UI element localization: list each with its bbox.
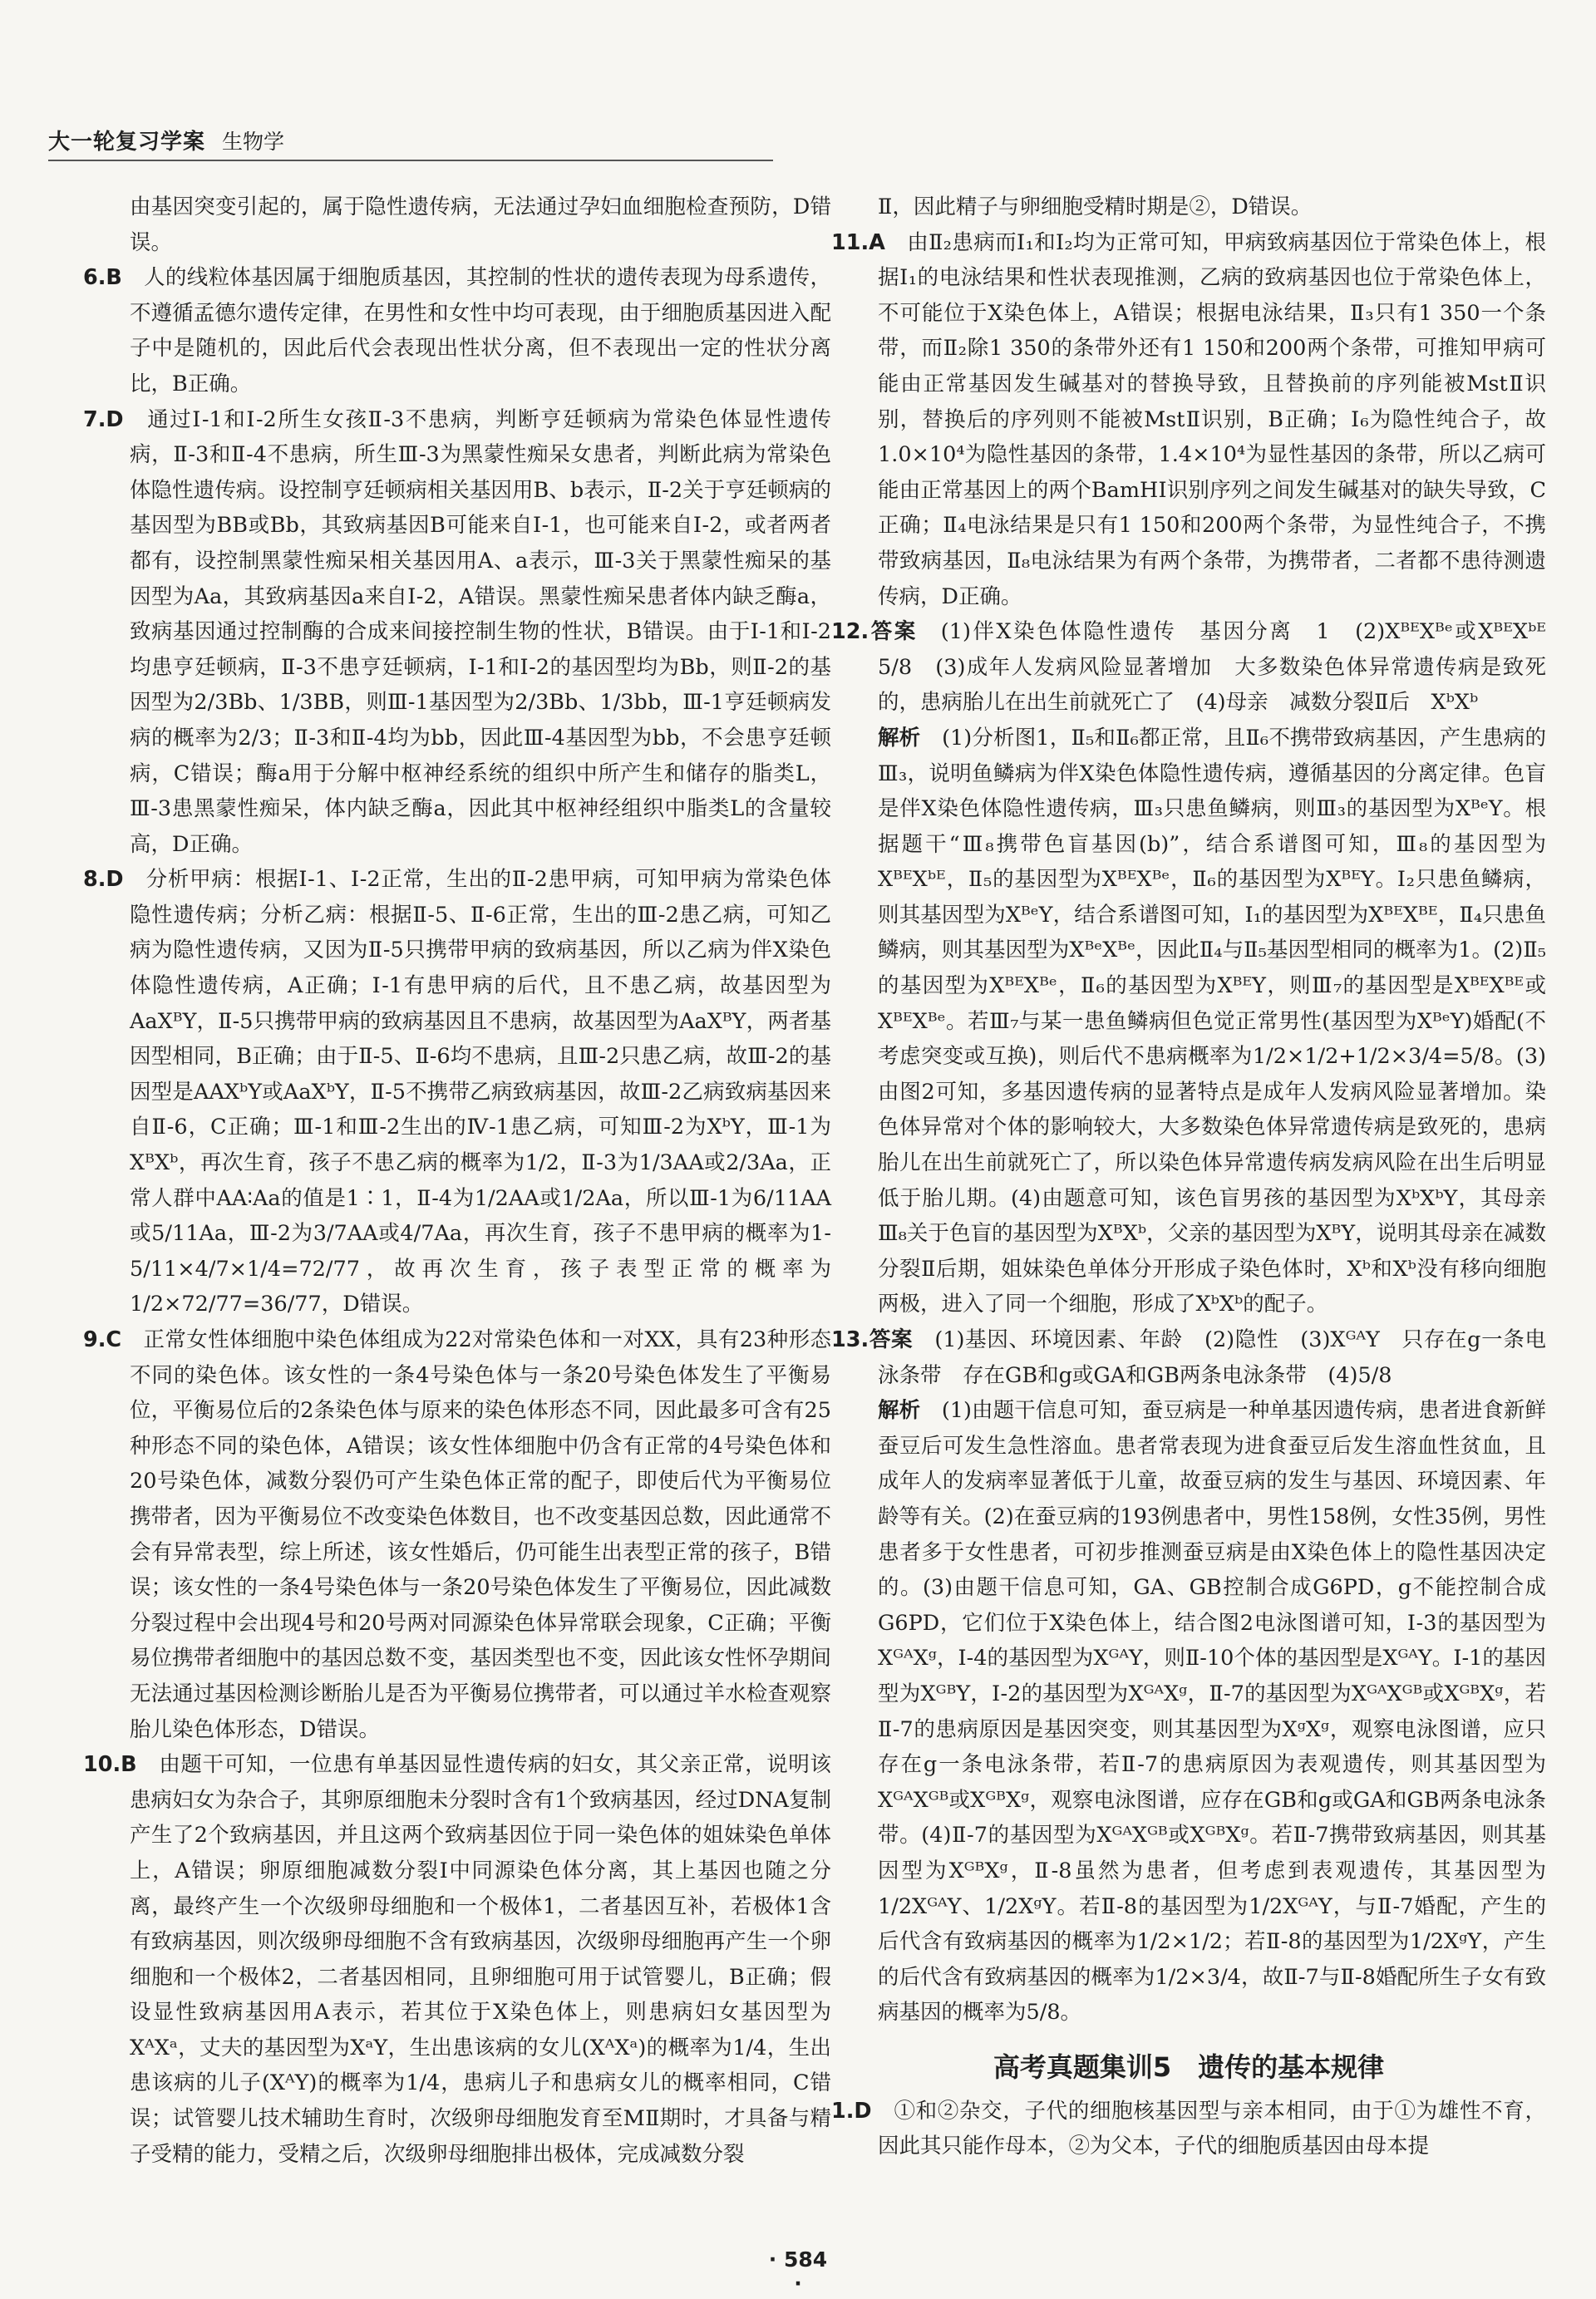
answer-text: (1)基因、环境因素、年龄 (2)隐性 (3)XᴳᴬY 只存在g一条电泳条带 存在GB和g或GA和GB两条电泳条带 (4)5/8: [878, 1327, 1546, 1388]
answer-number: 7.D: [83, 406, 124, 432]
answer-number: 13.答案: [831, 1327, 914, 1352]
answer-number: 6.B: [83, 265, 122, 291]
answer-text: 由Ⅱ₂患病而Ⅰ₁和Ⅰ₂均为正常可知，甲病致病基因位于常染色体上，根据Ⅰ₁的电泳结果和性状表现推测，乙病的致病基因也位于常染色体上，不可能位于X染色体上，A错误；根据电泳结果，Ⅱ₃只有1 350一个条带，而Ⅱ₂除1 350的条带外还有1 150和200两个条带，可推知甲病可能由正常基因发生碱基对的替换导致，且替换前的序列能被MstⅡ识别，替换后的序列则不能被MstⅡ识别，B正确；Ⅰ₆为隐性纯合子，故1.0×10⁴为隐性基因的条带，1.4×10⁴为显性基因的条带，所以乙病可能由正常基因上的两个BamHⅠ识别序列之间发生碱基对的缺失导致，C正确；Ⅱ₄电泳结果是只有1 150和200两个条带，为显性纯合子，不携带致病基因，Ⅱ₈电泳结果为有两个条带，为携带者，二者都不患待测遗传病，D正确。: [878, 229, 1546, 609]
answer-9: [83, 1322, 831, 1747]
book-title: 大一轮复习学案: [48, 130, 206, 155]
explanation-12: [831, 721, 1546, 1322]
left-column: [83, 190, 831, 2172]
explanation-label: 解析: [878, 725, 921, 751]
answer-number: 11.A: [831, 229, 885, 255]
page-header: [48, 125, 763, 155]
answer-text: (1)伴X染色体隐性遗传 基因分离 1 (2)XᴮᴱXᴮᵉ或XᴮᴱXᵇᴱ 5/8 (3)成年人发病风险显著增加 大多数染色体异常遗传病是致死的，患病胎儿在出生前就死亡了 (4)母亲 减数分裂Ⅱ后 XᵇXᵇ: [878, 619, 1568, 716]
explanation-text: (1)由题干信息可知，蚕豆病是一种单基因遗传病，患者进食新鲜蚕豆后可发生急性溶血。患者常表现为进食蚕豆后发生溶血性贫血，且成年人的发病率显著低于儿童，故蚕豆病的发生与基因、环境因素、年龄等有关。(2)在蚕豆病的193例患者中，男性158例，女性35例，男性患者多于女性患者，可初步推测蚕豆病是由X染色体上的隐性基因决定的。(3)由题干信息可知，GA、GB控制合成G6PD，g不能控制合成G6PD，它们位于X染色体上，结合图2电泳图谱可知，Ⅰ-3的基因型为XᴳᴬXᵍ，Ⅰ-4的基因型为XᴳᴬY，则Ⅱ-10个体的基因型是XᴳᴬY。Ⅰ-1的基因型为XᴳᴮY，Ⅰ-2的基因型为XᴳᴬXᵍ，Ⅱ-7的基因型为XᴳᴬXᴳᴮ或XᴳᴮXᵍ，若Ⅱ-7的患病原因是基因突变，则其基因型为XᵍXᵍ，观察电泳图谱，应只存在g一条电泳条带，若Ⅱ-7的患病原因为表观遗传，则其基因型为XᴳᴬXᴳᴮ或XᴳᴮXᵍ，观察电泳图谱，应存在GB和g或GA和GB两条电泳条带。(4)Ⅱ-7的基因型为XᴳᴬXᴳᴮ或XᴳᴮXᵍ。若Ⅱ-7携带致病基因，则其基因型为XᴳᴮXᵍ，Ⅱ-8虽然为患者，但考虑到表观遗传，其基因型为1/2XᴳᴬY、1/2XᵍY。若Ⅱ-8的基因型为1/2XᴳᴬY，与Ⅱ-7婚配，产生的后代含有致病基因的概率为1/2×1/2；若Ⅱ-8的基因型为1/2XᵍY，产生的后代含有致病基因的概率为1/2×3/4，故Ⅱ-7与Ⅱ-8婚配所生子女有致病基因的概率为5/8。: [878, 1398, 1546, 2026]
answer-text: 正常女性体细胞中染色体组成为22对常染色体和一对XX，具有23种形态不同的染色体。该女性的一条4号染色体与一条20号染色体发生了平衡易位，平衡易位后的2条染色体与原来的染色体形态不同，因此最多可含有25种形态不同的染色体，A错误；该女性体细胞中仍含有正常的4号染色体和20号染色体，减数分裂仍可产生染色体正常的配子，即使后代为平衡易位携带者，因为平衡易位不改变染色体数目，也不改变基因总数，因此通常不会有异常表型，综上所述，该女性婚后，仍可能生出表型正常的孩子，B错误；该女性的一条4号染色体与一条20号染色体发生了平衡易位，因此减数分裂过程中会出现4号和20号两对同源染色体异常联会现象，C正确；平衡易位携带者细胞中的基因总数不变，基因类型也不变，因此该女性怀孕期间无法通过基因检测诊断胎儿是否为平衡易位携带者，可以通过羊水检查观察胎儿染色体形态，D错误。: [130, 1327, 831, 1742]
section-title: 高考真题集训5 遗传的基本规律: [993, 2050, 1385, 2083]
answer-number: 12.答案: [831, 619, 918, 645]
answer-12: [831, 614, 1568, 721]
explanation-text: (1)分析图1，Ⅱ₅和Ⅱ₆都正常，且Ⅱ₆不携带致病基因，产生患病的Ⅲ₃，说明鱼鳞病为伴X染色体隐性遗传病，遵循基因的分离定律。色盲是伴X染色体隐性遗传病，Ⅲ₃只患鱼鳞病，则Ⅲ₃的基因型为XᴮᵉY。根据题干“Ⅲ₈携带色盲基因(b)”，结合系谱图可知，Ⅲ₈的基因型为XᴮᴱXᵇᴱ，Ⅱ₅的基因型为XᴮᴱXᴮᵉ，Ⅱ₆的基因型为XᴮᴱY。Ⅰ₂只患鱼鳞病，则其基因型为XᴮᵉY，结合系谱图可知，Ⅰ₁的基因型为XᴮᴱXᴮᴱ，Ⅱ₄只患鱼鳞病，则其基因型为XᴮᵉXᴮᵉ，因此Ⅱ₄与Ⅱ₅基因型相同的概率为1。(2)Ⅱ₅的基因型为XᴮᴱXᴮᵉ，Ⅱ₆的基因型为XᴮᴱY，则Ⅲ₇的基因型是XᴮᴱXᴮᴱ或XᴮᴱXᴮᵉ。若Ⅲ₇与某一患鱼鳞病但色觉正常男性(基因型为XᴮᵉY)婚配(不考虑突变或互换)，则后代不患病概率为1/2×1/2+1/2×3/4=5/8。(3)由图2可知，多基因遗传病的显著特点是成年人发病风险显著增加。染色体异常对个体的影响较大，大多数染色体异常遗传病是致死的，患病胎儿在出生前就死亡了，所以染色体异常遗传病发病风险在出生后明显低于胎儿期。(4)由题意可知，该色盲男孩的基因型为XᵇXᵇY，其母亲Ⅲ₈关于色盲的基因型为XᴮXᵇ，父亲的基因型为XᴮY，说明其母亲在减数分裂Ⅱ后期，姐妹染色单体分开形成子染色体时，Xᵇ和Xᵇ没有移向细胞两极，进入了同一个细胞，形成了XᵇXᵇ的配子。: [878, 725, 1546, 1317]
subject-label: 生物学: [222, 130, 285, 154]
answer-number: 8.D: [83, 867, 124, 893]
answer-number: 10.B: [83, 1752, 137, 1778]
answer-1: [831, 2094, 1546, 2164]
continued-paragraph: 由基因突变引起的，属于隐性遗传病，无法通过孕妇血细胞检查预防，D错误。: [130, 194, 831, 255]
explanation-13: [831, 1393, 1546, 2031]
answer-text: ①和②杂交，子代的细胞核基因型与亲本相同，由于①为雄性不育，因此其只能作母本，②为父本，子代的细胞质基因由母本提: [878, 2098, 1546, 2159]
answer-number: 1.D: [831, 2098, 872, 2124]
answer-text: 人的线粒体基因属于细胞质基因，其控制的性状的遗传表现为母系遗传，不遵循孟德尔遗传定律，在男性和女性中均可表现，由于细胞质基因进入配子中是随机的，因此后代会表现出性状分离，但不表现出一定的性状分离比，B正确。: [130, 265, 831, 396]
answer-8: [83, 862, 831, 1322]
answer-number: 9.C: [83, 1327, 122, 1352]
answer-6: [83, 260, 831, 401]
answer-text: 分析甲病：根据Ⅰ-1、Ⅰ-2正常，生出的Ⅱ-2患甲病，可知甲病为常染色体隐性遗传病；分析乙病：根据Ⅱ-5、Ⅱ-6正常，生出的Ⅲ-2患乙病，可知乙病为隐性遗传病，又因为Ⅱ-5只携带甲病的致病基因，所以乙病为伴X染色体隐性遗传病，A正确；Ⅰ-1有患甲病的后代，且不患乙病，故基因型为AaXᴮY，Ⅱ-5只携带甲病的致病基因且不患病，故基因型为AaXᴮY，两者基因型相同，B正确；由于Ⅱ-5、Ⅱ-6均不患病，且Ⅲ-2只患乙病，故Ⅲ-2的基因型是AAXᵇY或AaXᵇY，Ⅱ-5不携带乙病致病基因，故Ⅲ-2乙病致病基因来自Ⅱ-6，C正确；Ⅲ-1和Ⅲ-2生出的Ⅳ-1患乙病，可知Ⅲ-2为XᵇY，Ⅲ-1为XᴮXᵇ，再次生育，孩子不患乙病的概率为1/2，Ⅱ-3为1/3AA或2/3Aa，正常人群中AA∶Aa的值是1∶1，Ⅱ-4为1/2AA或1/2Aa，所以Ⅲ-1为6/11AA或5/11Aa，Ⅲ-2为3/7AA或4/7Aa，再次生育，孩子不患甲病的概率为1-5/11×4/7×1/4=72/77，故再次生育，孩子表型正常的概率为1/2×72/77=36/77，D错误。: [130, 867, 831, 1317]
continued-paragraph: Ⅱ，因此精子与卵细胞受精时期是②，D错误。: [878, 194, 1313, 219]
answer-text: 由题干可知，一位患有单基因显性遗传病的妇女，其父亲正常，说明该患病妇女为杂合子，其卵原细胞未分裂时含有1个致病基因，经过DNA复制产生了2个致病基因，并且这两个致病基因位于同一染色体的姐妹染色单体上，A错误；卵原细胞减数分裂Ⅰ中同源染色体分离，其上基因也随之分离，最终产生一个次级卵母细胞和一个极体1，二者基因互补，若极体1含有致病基因，则次级卵母细胞不含有致病基因，次级卵母细胞再产生一个卵细胞和一个极体2，二者基因相同，且卵细胞可用于试管婴儿，B正确；假设显性致病基因用A表示，若其位于X染色体上，则患病妇女基因型为XᴬXᵃ，丈夫的基因型为XᵃY，生出患该病的女儿(XᴬXᵃ)的概率为1/4，生出患该病的儿子(XᴬY)的概率为1/4，患病儿子和患病女儿的概率相同，C错误；试管婴儿技术辅助生育时，次级卵母细胞发育至MⅡ期时，才具备与精子受精的能力，受精之后，次级卵母细胞排出极体，完成减数分裂: [130, 1752, 831, 2167]
answer-13: [831, 1322, 1546, 1393]
answer-text: 通过Ⅰ-1和Ⅰ-2所生女孩Ⅱ-3不患病，判断亨廷顿病为常染色体显性遗传病，Ⅱ-3和Ⅱ-4不患病，所生Ⅲ-3为黑蒙性痴呆女患者，判断此病为常染色体隐性遗传病。设控制亨廷顿病相关基因用B、b表示，Ⅱ-2关于亨廷顿病的基因型为BB或Bb，其致病基因B可能来自Ⅰ-1，也可能来自Ⅰ-2，或者两者都有，设控制黑蒙性痴呆相关基因用A、a表示，Ⅲ-3关于黑蒙性痴呆的基因型为Aa，其致病基因a来自Ⅰ-2，A错误。黑蒙性痴呆患者体内缺乏酶a，致病基因通过控制酶的合成来间接控制生物的性状，B错误。由于Ⅰ-1和Ⅰ-2均患亨廷顿病，Ⅱ-3不患亨廷顿病，Ⅰ-1和Ⅰ-2的基因型均为Bb，则Ⅱ-2的基因型为2/3Bb、1/3BB，则Ⅲ-1基因型为2/3Bb、1/3bb，Ⅲ-1亨廷顿病发病的概率为2/3；Ⅱ-3和Ⅱ-4均为bb，因此Ⅲ-4基因型为bb，不会患亨廷顿病，C错误；酶a用于分解中枢神经系统的组织中所产生和储存的脂类L，Ⅲ-3患黑蒙性痴呆，体内缺乏酶a，因此其中枢神经组织中脂类L的含量较高，D正确。: [130, 406, 831, 857]
header-rule: [48, 160, 773, 161]
answer-10: [83, 1747, 831, 2172]
right-column: [831, 190, 1568, 2164]
answer-11: [831, 225, 1546, 615]
page-number: · 584 ·: [768, 2247, 828, 2296]
explanation-label: 解析: [878, 1398, 921, 1424]
answer-7: [83, 402, 831, 863]
